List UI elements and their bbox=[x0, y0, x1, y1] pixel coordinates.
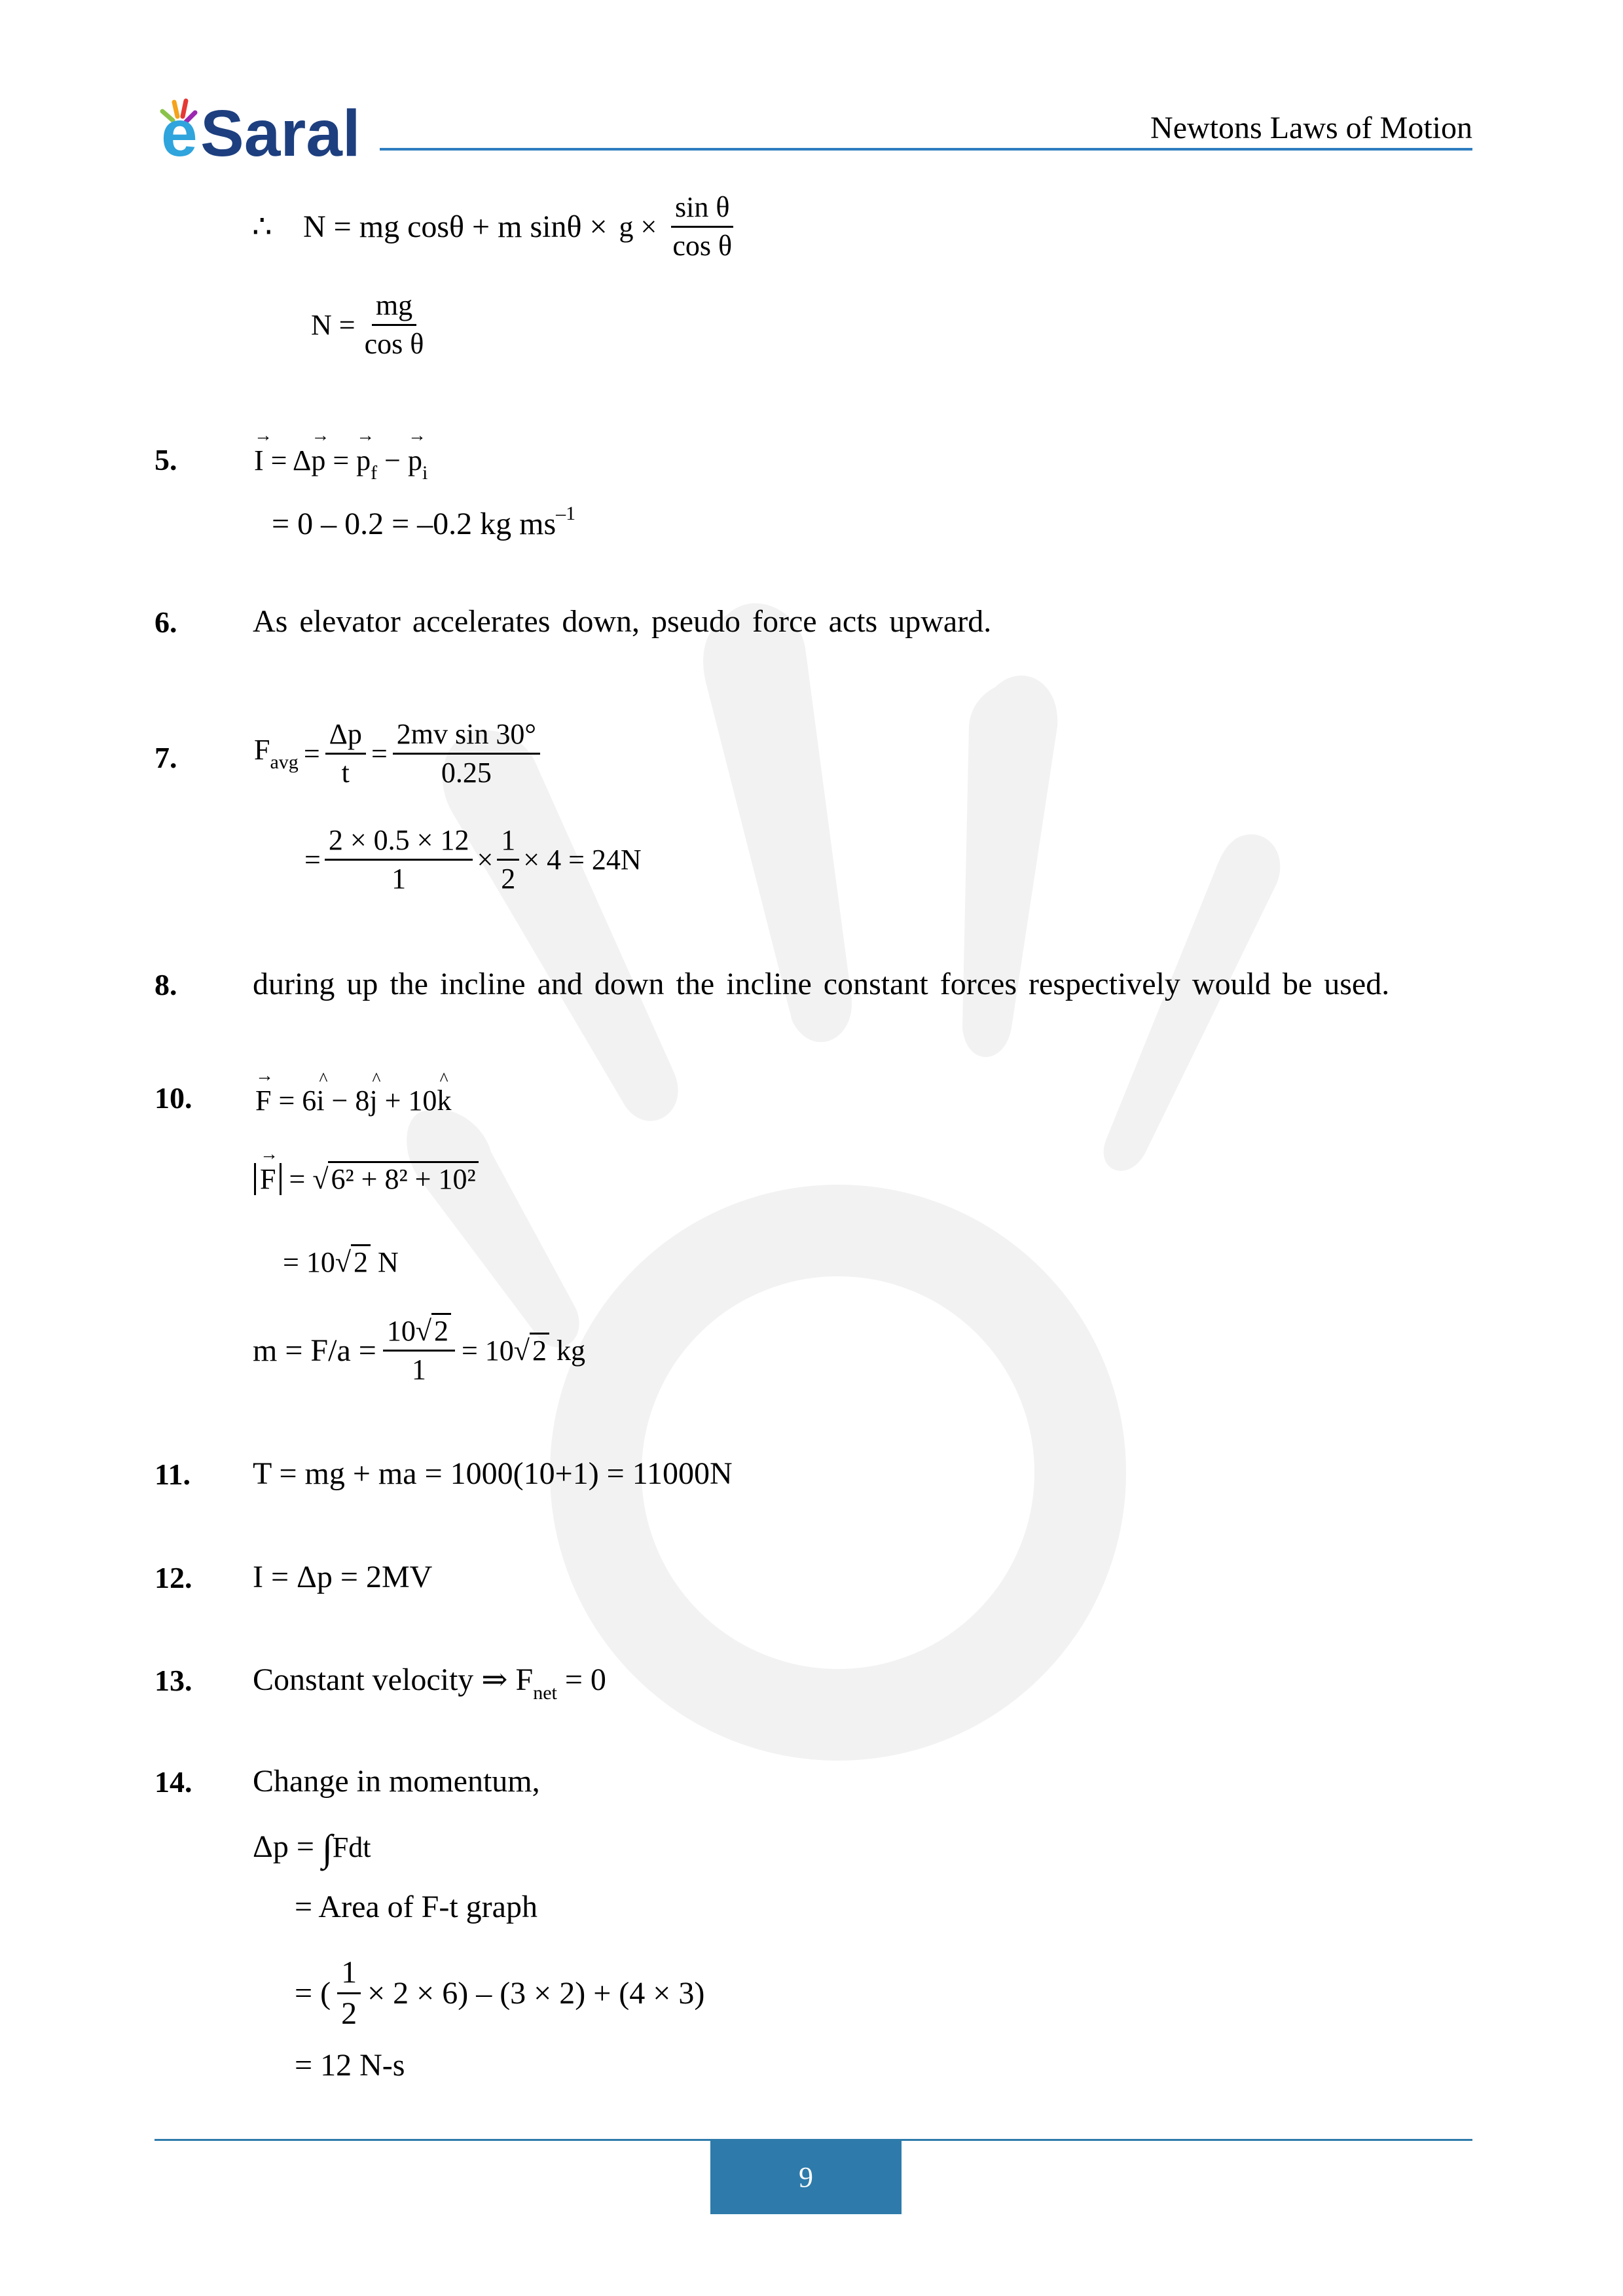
q8-number: 8. bbox=[155, 968, 177, 1001]
q8-text: during up the incline and down the incline constant forces respectively would be used. bbox=[253, 967, 1390, 1001]
q10-line2: → F = √6² + 8² + 10² bbox=[254, 1165, 479, 1194]
q5-line1: → I = Δ→ p = → $p_f$ − → $p_i$ bbox=[254, 446, 428, 483]
q13-text: Constant velocity ⇒ $F_{net} = 0$ bbox=[253, 1662, 606, 1704]
q14-line4: = ( $\frac{1}{2}$ × 2 × 6) – (3 × 2) + (4 × 3) bbox=[295, 1955, 705, 2031]
q12-text: I = Δp = 2MV bbox=[253, 1560, 433, 1594]
q7-frac-half: $\frac{1}{2}$ bbox=[497, 826, 519, 893]
q6-text: As elevator accelerates down, pseudo force acts upward. bbox=[253, 604, 992, 639]
q10-root: 6² + 8² + 10² bbox=[328, 1161, 478, 1195]
q10-line4: m = F/a = $\frac{10√2}{1}$ = 10√2 kg bbox=[253, 1317, 585, 1384]
q14-line3: = Area of F-t graph bbox=[295, 1890, 538, 1924]
q6-number: 6. bbox=[155, 605, 177, 639]
g-times: g × bbox=[619, 210, 657, 243]
q5-number: 5. bbox=[155, 443, 177, 476]
n-fraction: $\frac{mg}{\text{cos θ}}$ bbox=[364, 289, 424, 360]
n-result: N = $\frac{mg}{\text{cos θ}}$ bbox=[311, 291, 428, 359]
tan-fraction: $\frac{\text{sin θ}}{\text{cos θ}}$ bbox=[668, 193, 736, 260]
header-rule bbox=[380, 148, 1472, 151]
q7-line1: $F_{avg}$ = $\frac{\Delta p}{t}$ = $\frac{\text{2mv sin 30°}}{0.25}$ bbox=[254, 720, 540, 787]
q14-line1: Change in momentum, bbox=[253, 1764, 540, 1799]
normal-force-eq: N = mg cosθ + m sinθ × bbox=[303, 209, 608, 244]
logo bbox=[155, 92, 377, 170]
q10-line3: = 10√2 N bbox=[283, 1248, 399, 1277]
q14-line5: = 12 N-s bbox=[295, 2048, 405, 2083]
page-number: 9 bbox=[799, 2161, 813, 2193]
q13-number: 13. bbox=[155, 1664, 192, 1697]
q12-number: 12. bbox=[155, 1561, 192, 1594]
q7-frac-dp-t: $\frac{\Delta p}{t}$ bbox=[325, 720, 366, 787]
logo-saral: Saral bbox=[200, 97, 361, 170]
logo-e: e bbox=[161, 97, 198, 170]
q7-number: 7. bbox=[155, 741, 177, 774]
therefore-line bbox=[252, 193, 736, 260]
therefore-symbol: ∴ bbox=[252, 209, 272, 244]
q7-line2: = $\frac{2 \times 0.5 \times 12}{1}$ × $\frac{1}{2}$ × 4 = 24N bbox=[304, 824, 642, 895]
q14-line2: Δp = ∫Fdt bbox=[253, 1827, 371, 1869]
chapter-title: Newtons Laws of Motion bbox=[1150, 111, 1472, 145]
q11-number: 11. bbox=[155, 1458, 191, 1491]
q10-mass-fraction: $\frac{10√2}{1}$ bbox=[383, 1317, 455, 1384]
q11-text: T = mg + ma = 1000(10+1) = 11000N bbox=[253, 1456, 733, 1491]
q7-frac-product: $\frac{2 \times 0.5 \times 12}{1}$ bbox=[325, 826, 473, 893]
q7-frac-2mv: $\frac{\text{2mv sin 30°}}{0.25}$ bbox=[393, 720, 540, 787]
q5-line2: = 0 – 0.2 = –0.2 kg $ms^{-1}$ bbox=[272, 503, 576, 541]
q14-number: 14. bbox=[155, 1765, 192, 1799]
q14-half-fraction: $\frac{1}{2}$ bbox=[337, 1957, 361, 2030]
page-number-box bbox=[710, 2141, 902, 2214]
q10-line1: → F = 6^ i − 8^ j + 10^ k bbox=[255, 1086, 451, 1115]
q10-number: 10. bbox=[155, 1081, 192, 1115]
